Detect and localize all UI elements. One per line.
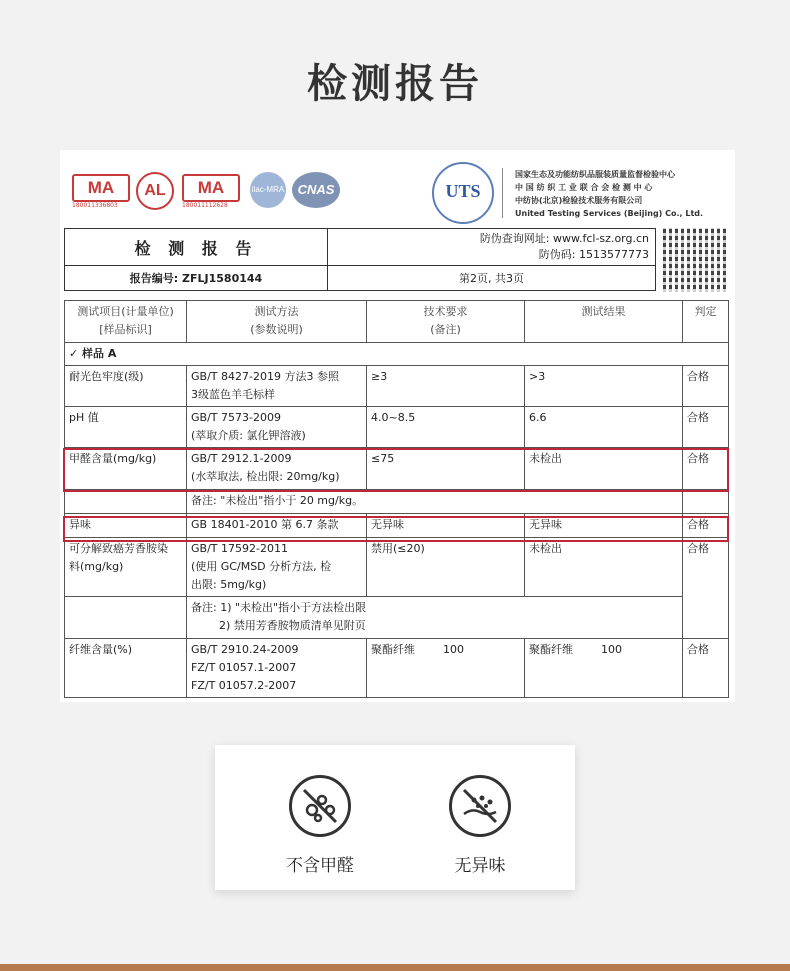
row-item: 异味 xyxy=(65,514,187,538)
row-result: 未检出 xyxy=(525,538,683,597)
row-result: 6.6 xyxy=(525,407,683,448)
row-item: 纤维含量(%) xyxy=(65,639,187,698)
org-line-3: 中纺协(北京)检验技术服务有限公司 xyxy=(515,196,643,205)
table-row xyxy=(65,538,729,597)
org-line-1: 国家生态及功能纺织品服装质量监督检验中心 xyxy=(515,170,675,179)
row-result: 未检出 xyxy=(525,448,683,490)
row-method: GB 18401-2010 第 6.7 条款 xyxy=(187,514,367,538)
organization-names xyxy=(515,168,703,220)
row-requirement: 4.0~8.5 xyxy=(367,407,525,448)
table-row xyxy=(65,407,729,448)
report-heading: 检 测 报 告 xyxy=(65,229,328,266)
row-method: GB/T 7573-2009 (萃取介质: 氯化钾溶液) xyxy=(187,407,367,448)
org-line-4: United Testing Services (Beijing) Co., Ltd. xyxy=(515,209,704,218)
feature-label: 无异味 xyxy=(454,856,506,876)
feature-card xyxy=(215,745,575,890)
table-note-row xyxy=(65,597,729,639)
row-verdict: 合格 xyxy=(683,448,729,490)
feature-no-odor xyxy=(420,775,540,876)
row-requirement: 禁用(≤20) xyxy=(367,538,525,597)
row-item: 甲醛含量(mg/kg) xyxy=(65,448,187,490)
row-result: 无异味 xyxy=(525,514,683,538)
report-number: 报告编号: ZFLJ1580144 xyxy=(65,266,328,291)
row-item: 可分解致癌芳香胺染 料(mg/kg) xyxy=(65,538,187,597)
logo-divider xyxy=(502,168,503,218)
row-verdict: 合格 xyxy=(683,366,729,407)
row-item: 耐光色牢度(级) xyxy=(65,366,187,407)
row-verdict: 合格 xyxy=(683,639,729,698)
uts-logo-icon: UTS xyxy=(432,162,494,224)
row-requirement: ≥3 xyxy=(367,366,525,407)
page-number: 第2页, 共3页 xyxy=(328,266,656,291)
results-table xyxy=(64,300,729,698)
anti-fake-code: 防伪码: 1513577773 xyxy=(538,248,649,261)
header-method: 测试方法 (参数说明) xyxy=(187,301,367,343)
certification-logos xyxy=(72,172,372,216)
no-formaldehyde-icon xyxy=(289,775,351,837)
feature-label: 不含甲醛 xyxy=(286,856,354,876)
table-row xyxy=(65,514,729,538)
cma-logo-2-icon: MA xyxy=(182,174,240,202)
row-requirement: 无异味 xyxy=(367,514,525,538)
report-info-table xyxy=(64,228,656,291)
header-result: 测试结果 xyxy=(525,301,683,343)
cal-logo-icon: AL xyxy=(136,172,174,210)
cma-code-2: 180011112628 xyxy=(182,202,228,209)
table-row xyxy=(65,448,729,490)
row-result: 聚酯纤维 100 xyxy=(525,639,683,698)
sample-label: ✓ 样品 A xyxy=(65,343,729,366)
table-note-row xyxy=(65,490,729,514)
test-report-image xyxy=(60,150,735,702)
row-note: 备注: "未检出"指小于 20 mg/kg。 xyxy=(187,490,683,514)
header-item: 测试项目(计量单位) [样品标识] xyxy=(65,301,187,343)
no-odor-icon xyxy=(449,775,511,837)
bottom-accent-bar xyxy=(0,964,790,971)
row-requirement: ≤75 xyxy=(367,448,525,490)
cma-logo-icon: MA xyxy=(72,174,130,202)
qr-code-icon xyxy=(663,228,727,292)
ilac-mra-logo-icon: ilac-MRA xyxy=(250,172,286,208)
row-method: GB/T 8427-2019 方法3 参照 3级蓝色羊毛标样 xyxy=(187,366,367,407)
row-method: GB/T 2912.1-2009 (水萃取法, 检出限: 20mg/kg) xyxy=(187,448,367,490)
row-note: 备注: 1) "未检出"指小于方法检出限 2) 禁用芳香胺物质清单见附页 xyxy=(187,597,683,639)
row-result: >3 xyxy=(525,366,683,407)
org-line-2: 中 国 纺 织 工 业 联 合 会 检 测 中 心 xyxy=(515,183,653,192)
header-verdict: 判定 xyxy=(683,301,729,343)
row-requirement: 聚酯纤维 100 xyxy=(367,639,525,698)
row-verdict: 合格 xyxy=(683,407,729,448)
row-verdict: 合格 xyxy=(683,514,729,538)
table-row xyxy=(65,366,729,407)
cnas-logo-icon: CNAS xyxy=(292,172,340,208)
row-item: pH 值 xyxy=(65,407,187,448)
table-row xyxy=(65,639,729,698)
row-verdict: 合格 xyxy=(683,538,729,639)
cma-code-1: 180011336803 xyxy=(72,202,118,209)
page-title: 检测报告 xyxy=(307,61,483,107)
anti-fake-site: 防伪查询网址: www.fcl-sz.org.cn xyxy=(479,232,649,245)
feature-no-formaldehyde xyxy=(260,775,380,876)
header-requirement: 技术要求 (备注) xyxy=(367,301,525,343)
row-method: GB/T 2910.24-2009 FZ/T 01057.1-2007 FZ/T 01057.2-2007 xyxy=(187,639,367,698)
row-method: GB/T 17592-2011 (使用 GC/MSD 分析方法, 检 出限: 5mg/kg) xyxy=(187,538,367,597)
